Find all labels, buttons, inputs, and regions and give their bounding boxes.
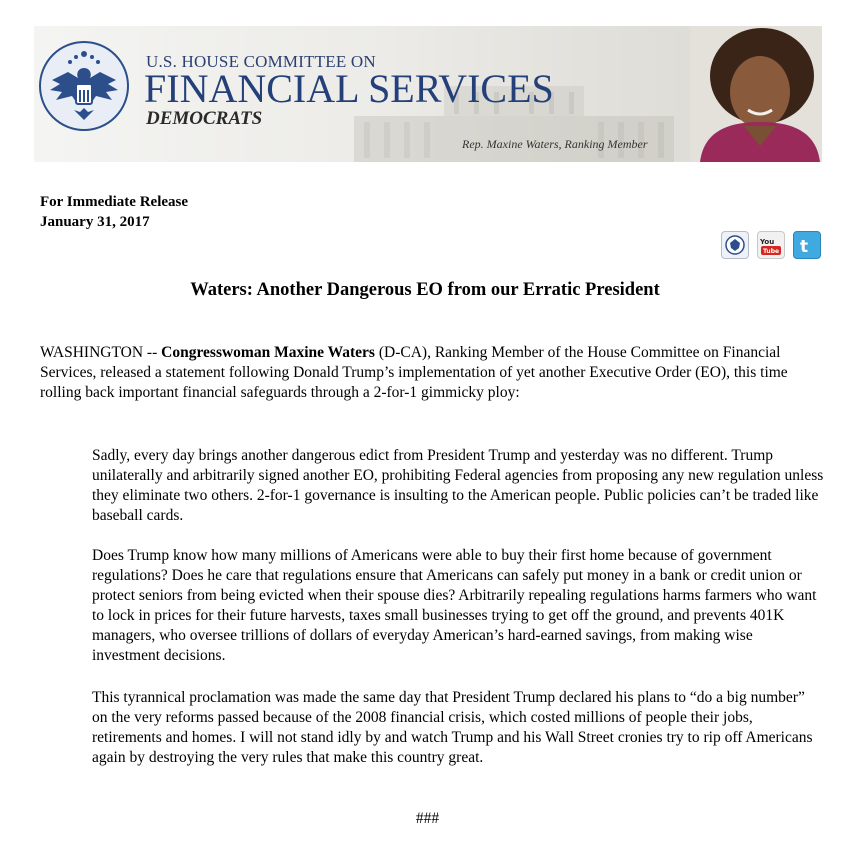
press-release-title: Waters: Another Dangerous EO from our Erratic President	[190, 280, 660, 300]
end-mark: ###	[415, 810, 440, 827]
banner-subtitle: DEMOCRATS	[146, 108, 263, 129]
twitter-icon[interactable]	[793, 231, 821, 259]
banner-title: FINANCIAL SERVICES	[144, 66, 554, 111]
house-seal-link-icon[interactable]	[721, 231, 749, 259]
house-seal-icon	[38, 40, 130, 132]
release-label: For Immediate Release	[40, 194, 189, 210]
speaker-name: Congresswoman Maxine Waters	[161, 344, 375, 361]
quote-paragraph: This tyrannical proclamation was made the same day that President Trump declared his plans to “do a big number” on the very reforms passed because of the 2008 financial crisis, which costed millions of people their jobs, retirements and homes. I will not stand idly by and watch Trump and his Wall Street cronies try to rip off Americans again by destroying the very rules that make this country great.	[92, 689, 813, 766]
banner-committee-line: U.S. HOUSE COMMITTEE ON	[146, 52, 376, 71]
quote-paragraph: Sadly, every day brings another dangerous edict from President Trump and yesterday was no different. Trump unilaterally and arbitrarily signed another EO, prohibiting Federal agencies from proposing any new regulation unless they eliminate two others. 2-for-1 governance is insulting to the American people. Public policies can’t be traded like baseball cards.	[92, 447, 824, 524]
lead-paragraph	[40, 343, 822, 403]
svg-text:t: t	[800, 237, 809, 257]
dateline: WASHINGTON --	[40, 344, 162, 361]
svg-text:Tube: Tube	[763, 248, 780, 255]
quote-paragraph: Does Trump know how many millions of Americans were able to buy their first home because of government regulations? Does he care that regulations ensure that Americans can safely put money in a bank or credit union or protect seniors from being evicted when their spouse dies? Arbitrarily repealing regulations harms farmers who want to lock in prices for their future harvests, taxes small businesses trying to get off the ground, and prevents 401K managers, who oversee trillions of dollars of everyday American’s hard-earned savings, from making wise investment decisions.	[92, 547, 817, 664]
release-date: January 31, 2017	[40, 214, 150, 230]
header-banner	[34, 26, 822, 162]
banner-caption: Rep. Maxine Waters, Ranking Member	[462, 137, 648, 151]
speaker-party: (D-CA)	[374, 344, 428, 361]
portrait-photo	[690, 26, 822, 162]
svg-text:You: You	[760, 238, 775, 246]
youtube-icon[interactable]	[757, 231, 785, 259]
lead-text: , Ranking Member of the House Committee on Financial Services, released a statement following Donald Trump’s implementation of yet another Executive Order (EO), this time rolling back important financial safeguards through a 2-for-1 gimmicky ploy:	[40, 344, 788, 401]
